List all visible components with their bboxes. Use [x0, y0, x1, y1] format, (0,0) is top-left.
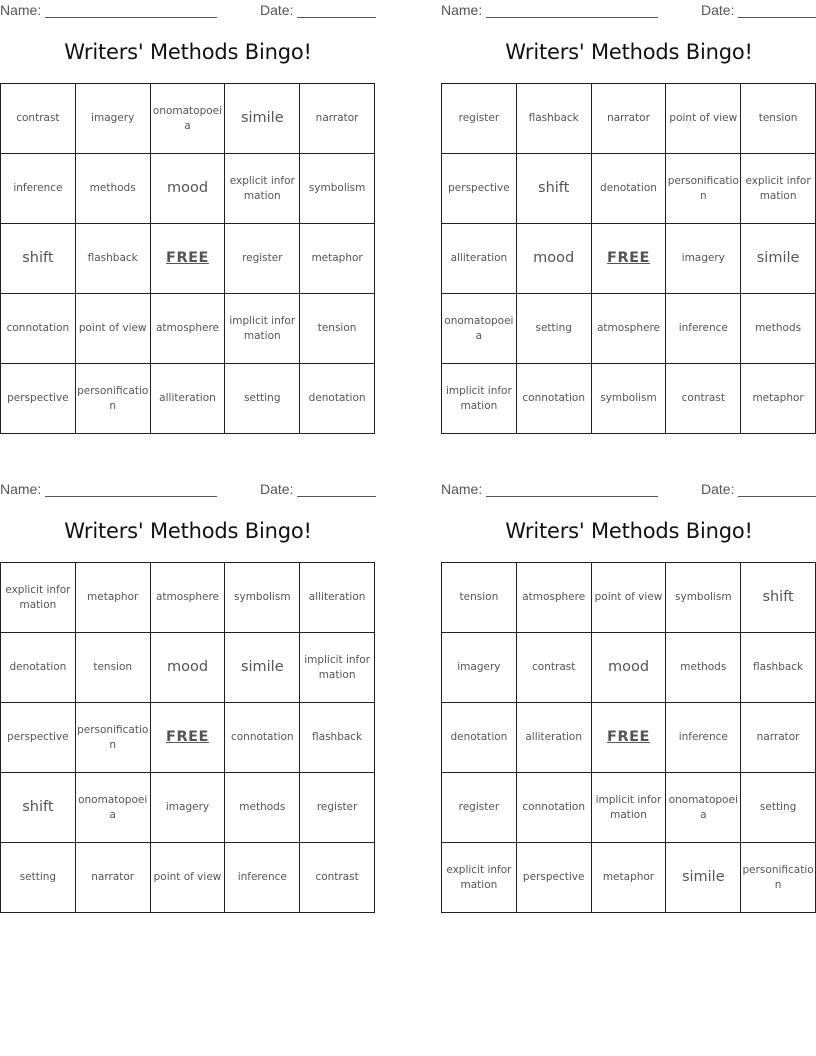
bingo-cell: explicit information	[1, 563, 76, 633]
bingo-cell: metaphor	[741, 364, 816, 434]
card-title: Writers' Methods Bingo!	[505, 40, 753, 64]
bingo-cell: register	[442, 84, 517, 154]
bingo-grid	[0, 83, 375, 434]
bingo-cell: denotation	[300, 364, 375, 434]
bingo-cell: shift	[1, 773, 76, 843]
bingo-cell: connotation	[517, 364, 592, 434]
bingo-cell: methods	[76, 154, 151, 224]
bingo-card	[441, 479, 816, 919]
bingo-cell: inference	[666, 703, 741, 773]
bingo-cell: imagery	[76, 84, 151, 154]
bingo-cell: implicit information	[442, 364, 517, 434]
card-title: Writers' Methods Bingo!	[64, 519, 312, 543]
bingo-cell: explicit information	[225, 154, 300, 224]
bingo-cell: mood	[151, 633, 226, 703]
bingo-cell: alliteration	[517, 703, 592, 773]
bingo-cell: perspective	[517, 843, 592, 913]
name-date-line	[441, 481, 816, 499]
bingo-cell: point of view	[666, 84, 741, 154]
bingo-cell: register	[300, 773, 375, 843]
bingo-cell: imagery	[442, 633, 517, 703]
bingo-cell: tension	[300, 294, 375, 364]
bingo-cell: explicit information	[442, 843, 517, 913]
bingo-cell: explicit information	[741, 154, 816, 224]
bingo-cell: symbolism	[666, 563, 741, 633]
bingo-cell: perspective	[442, 154, 517, 224]
bingo-cell: personification	[741, 843, 816, 913]
bingo-cell: setting	[1, 843, 76, 913]
bingo-cell: methods	[741, 294, 816, 364]
bingo-cell: denotation	[592, 154, 667, 224]
name-blank	[486, 496, 658, 497]
name-label: Name:	[0, 481, 42, 497]
bingo-cell: shift	[1, 224, 76, 294]
bingo-cell: connotation	[517, 773, 592, 843]
bingo-cell: symbolism	[300, 154, 375, 224]
bingo-cell: narrator	[76, 843, 151, 913]
bingo-cell: tension	[442, 563, 517, 633]
date-blank	[738, 17, 816, 18]
bingo-cell: personification	[666, 154, 741, 224]
date-label: Date:	[701, 2, 735, 18]
bingo-cell: symbolism	[592, 364, 667, 434]
bingo-cell: register	[225, 224, 300, 294]
date-blank	[738, 496, 816, 497]
bingo-cell: point of view	[592, 563, 667, 633]
date-blank	[297, 17, 376, 18]
bingo-cell: simile	[741, 224, 816, 294]
bingo-cell: implicit information	[592, 773, 667, 843]
bingo-cell: inference	[225, 843, 300, 913]
bingo-card	[441, 0, 816, 440]
bingo-cell: point of view	[76, 294, 151, 364]
bingo-cell: metaphor	[592, 843, 667, 913]
bingo-cell: point of view	[151, 843, 226, 913]
date-blank	[297, 496, 376, 497]
date-label: Date:	[260, 481, 294, 497]
bingo-cell: methods	[666, 633, 741, 703]
name-label: Name:	[441, 481, 483, 497]
free-space: FREE	[592, 703, 667, 773]
bingo-cell: flashback	[517, 84, 592, 154]
card-title: Writers' Methods Bingo!	[64, 40, 312, 64]
bingo-cell: perspective	[1, 364, 76, 434]
bingo-cell: contrast	[300, 843, 375, 913]
bingo-cell: setting	[225, 364, 300, 434]
name-date-line	[441, 2, 816, 20]
bingo-cell: alliteration	[442, 224, 517, 294]
bingo-cell: contrast	[1, 84, 76, 154]
bingo-cell: narrator	[592, 84, 667, 154]
bingo-grid	[441, 562, 816, 913]
bingo-cell: inference	[666, 294, 741, 364]
bingo-cell: register	[442, 773, 517, 843]
bingo-cell: mood	[592, 633, 667, 703]
bingo-cell: shift	[741, 563, 816, 633]
bingo-cell: inference	[1, 154, 76, 224]
name-date-line	[0, 481, 376, 499]
bingo-cell: denotation	[1, 633, 76, 703]
card-title: Writers' Methods Bingo!	[505, 519, 753, 543]
bingo-cell: connotation	[225, 703, 300, 773]
bingo-cell: narrator	[741, 703, 816, 773]
bingo-cell: mood	[517, 224, 592, 294]
bingo-cell: tension	[76, 633, 151, 703]
bingo-cell: mood	[151, 154, 226, 224]
bingo-card	[0, 479, 376, 919]
bingo-cell: onomatopoeia	[442, 294, 517, 364]
bingo-cell: flashback	[300, 703, 375, 773]
bingo-cell: onomatopoeia	[76, 773, 151, 843]
bingo-grid	[0, 562, 375, 913]
name-blank	[486, 17, 658, 18]
bingo-cell: metaphor	[76, 563, 151, 633]
bingo-cell: simile	[225, 84, 300, 154]
bingo-cell: narrator	[300, 84, 375, 154]
bingo-cell: onomatopoeia	[666, 773, 741, 843]
bingo-grid	[441, 83, 816, 434]
bingo-cell: atmosphere	[592, 294, 667, 364]
free-space: FREE	[592, 224, 667, 294]
name-date-line	[0, 2, 376, 20]
bingo-cell: contrast	[517, 633, 592, 703]
bingo-cell: imagery	[666, 224, 741, 294]
bingo-cell: simile	[666, 843, 741, 913]
bingo-cell: denotation	[442, 703, 517, 773]
bingo-cell: connotation	[1, 294, 76, 364]
name-label: Name:	[441, 2, 483, 18]
bingo-cell: flashback	[741, 633, 816, 703]
bingo-cell: personification	[76, 364, 151, 434]
bingo-cell: atmosphere	[517, 563, 592, 633]
bingo-cell: onomatopoeia	[151, 84, 226, 154]
name-blank	[45, 17, 217, 18]
bingo-cell: contrast	[666, 364, 741, 434]
bingo-cell: shift	[517, 154, 592, 224]
bingo-cell: methods	[225, 773, 300, 843]
bingo-cell: setting	[517, 294, 592, 364]
name-blank	[45, 496, 217, 497]
bingo-cell: implicit information	[225, 294, 300, 364]
bingo-cell: symbolism	[225, 563, 300, 633]
bingo-cell: atmosphere	[151, 563, 226, 633]
bingo-cell: setting	[741, 773, 816, 843]
bingo-cell: metaphor	[300, 224, 375, 294]
bingo-cell: alliteration	[151, 364, 226, 434]
free-space: FREE	[151, 224, 226, 294]
bingo-cell: atmosphere	[151, 294, 226, 364]
date-label: Date:	[260, 2, 294, 18]
bingo-cell: flashback	[76, 224, 151, 294]
free-space: FREE	[151, 703, 226, 773]
bingo-cell: alliteration	[300, 563, 375, 633]
bingo-cell: implicit information	[300, 633, 375, 703]
bingo-cell: imagery	[151, 773, 226, 843]
bingo-cell: tension	[741, 84, 816, 154]
name-label: Name:	[0, 2, 42, 18]
bingo-cell: simile	[225, 633, 300, 703]
date-label: Date:	[701, 481, 735, 497]
bingo-card	[0, 0, 376, 440]
bingo-cell: perspective	[1, 703, 76, 773]
bingo-cell: personification	[76, 703, 151, 773]
